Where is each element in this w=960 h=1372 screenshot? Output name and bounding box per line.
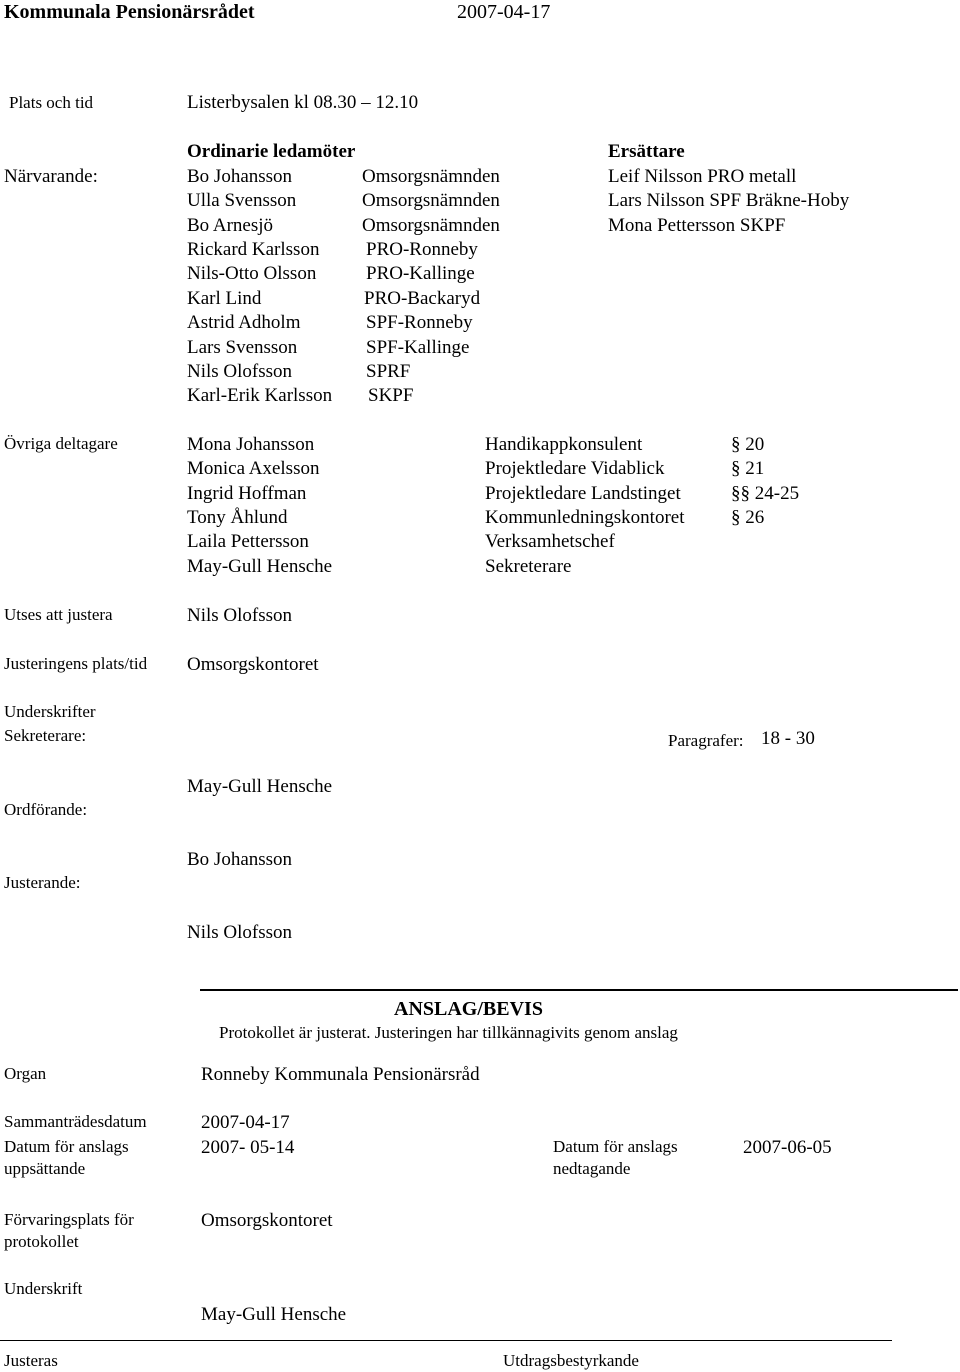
underskrift-label: Underskrift xyxy=(4,1279,83,1298)
others-label: Övriga deltagare xyxy=(4,434,118,453)
underskrift-value: May-Gull Hensche xyxy=(201,1304,347,1325)
forvaring-label-2: protokollet xyxy=(4,1232,79,1251)
other-section: § 26 xyxy=(731,507,765,528)
member-org: SPRF xyxy=(366,361,411,382)
justera-value: Nils Olofsson xyxy=(187,605,293,626)
member-org: Omsorgsnämnden xyxy=(362,166,500,187)
member-name: Nils-Otto Olsson xyxy=(187,263,317,284)
footer-rule xyxy=(0,1340,892,1341)
paragrafer-label: Paragrafer: xyxy=(668,731,744,750)
paragrafer-value: 18 - 30 xyxy=(761,728,815,749)
other-role: Handikappkonsulent xyxy=(485,434,643,455)
forvaring-value: Omsorgskontoret xyxy=(201,1210,333,1231)
substitute: Leif Nilsson PRO metall xyxy=(608,166,797,187)
sammantrade-value: 2007-04-17 xyxy=(201,1112,290,1133)
other-role: Projektledare Landstinget xyxy=(485,483,681,504)
adjuster-label: Justerande: xyxy=(4,873,81,892)
other-role: Sekreterare xyxy=(485,556,572,577)
member-org: Omsorgsnämnden xyxy=(362,190,500,211)
meeting-value: Listerbysalen kl 08.30 – 12.10 xyxy=(187,92,419,113)
other-role: Verksamhetschef xyxy=(485,531,615,552)
anslag-subtitle: Protokollet är justerat. Justeringen har tillkännagivits genom anslag xyxy=(219,1023,678,1042)
member-org: SKPF xyxy=(368,385,414,406)
member-org: SPF-Ronneby xyxy=(366,312,473,333)
substitute: Mona Pettersson SKPF xyxy=(608,215,786,236)
footer-justeras: Justeras xyxy=(4,1351,58,1370)
justeringens-value: Omsorgskontoret xyxy=(187,654,319,675)
other-name: May-Gull Hensche xyxy=(187,556,333,577)
anslag-title: ANSLAG/BEVIS xyxy=(394,998,543,1020)
other-role: Projektledare Vidablick xyxy=(485,458,665,479)
member-org: PRO-Kallinge xyxy=(366,263,475,284)
other-name: Mona Johansson xyxy=(187,434,315,455)
member-name: Ulla Svensson xyxy=(187,190,297,211)
nedtagande-value: 2007-06-05 xyxy=(743,1137,832,1158)
member-name: Karl Lind xyxy=(187,288,262,309)
header-date: 2007-04-17 xyxy=(457,1,551,23)
member-name: Nils Olofsson xyxy=(187,361,293,382)
member-org: PRO-Backaryd xyxy=(364,288,481,309)
other-name: Laila Pettersson xyxy=(187,531,309,552)
narvarande-label: Närvarande: xyxy=(4,166,98,187)
organ-value: Ronneby Kommunala Pensionärsråd xyxy=(201,1064,480,1085)
secretary-label: Sekreterare: xyxy=(4,726,87,745)
secretary-name: May-Gull Hensche xyxy=(187,776,333,797)
uppsattande-label: Datum för anslags xyxy=(4,1137,129,1156)
ordinarie-heading: Ordinarie ledamöter xyxy=(187,141,356,162)
member-name: Bo Johansson xyxy=(187,166,293,187)
sammantrade-label: Sammanträdesdatum xyxy=(4,1112,147,1131)
signatures-heading: Underskrifter xyxy=(4,702,96,721)
nedtagande-label: Datum för anslags xyxy=(553,1137,678,1156)
ersattare-heading: Ersättare xyxy=(608,141,685,162)
other-section: § 21 xyxy=(731,458,765,479)
member-org: PRO-Ronneby xyxy=(366,239,478,260)
member-org: SPF-Kallinge xyxy=(366,337,470,358)
anslag-rule xyxy=(200,989,958,991)
substitute: Lars Nilsson SPF Bräkne-Hoby xyxy=(608,190,850,211)
member-org: Omsorgsnämnden xyxy=(362,215,500,236)
organ-label: Organ xyxy=(4,1064,47,1083)
footer-utdrag: Utdragsbestyrkande xyxy=(503,1351,639,1370)
chair-label: Ordförande: xyxy=(4,800,88,819)
other-section: § 20 xyxy=(731,434,765,455)
justera-label: Utses att justera xyxy=(4,605,113,624)
adjuster-name: Nils Olofsson xyxy=(187,922,293,943)
member-name: Karl-Erik Karlsson xyxy=(187,385,333,406)
other-name: Tony Åhlund xyxy=(187,507,288,528)
chair-name: Bo Johansson xyxy=(187,849,293,870)
nedtagande-label-2: nedtagande xyxy=(553,1159,631,1178)
other-role: Kommunledningskontoret xyxy=(485,507,685,528)
other-name: Ingrid Hoffman xyxy=(187,483,307,504)
member-name: Bo Arnesjö xyxy=(187,215,274,236)
member-name: Astrid Adholm xyxy=(187,312,301,333)
member-name: Lars Svensson xyxy=(187,337,298,358)
meeting-label: Plats och tid xyxy=(9,93,94,112)
header-org: Kommunala Pensionärsrådet xyxy=(4,1,255,23)
other-name: Monica Axelsson xyxy=(187,458,320,479)
justeringens-label: Justeringens plats/tid xyxy=(4,654,148,673)
uppsattande-value: 2007- 05-14 xyxy=(201,1137,295,1158)
uppsattande-label-2: uppsättande xyxy=(4,1159,86,1178)
member-name: Rickard Karlsson xyxy=(187,239,320,260)
other-section: §§ 24-25 xyxy=(731,483,800,504)
forvaring-label: Förvaringsplats för xyxy=(4,1210,134,1229)
